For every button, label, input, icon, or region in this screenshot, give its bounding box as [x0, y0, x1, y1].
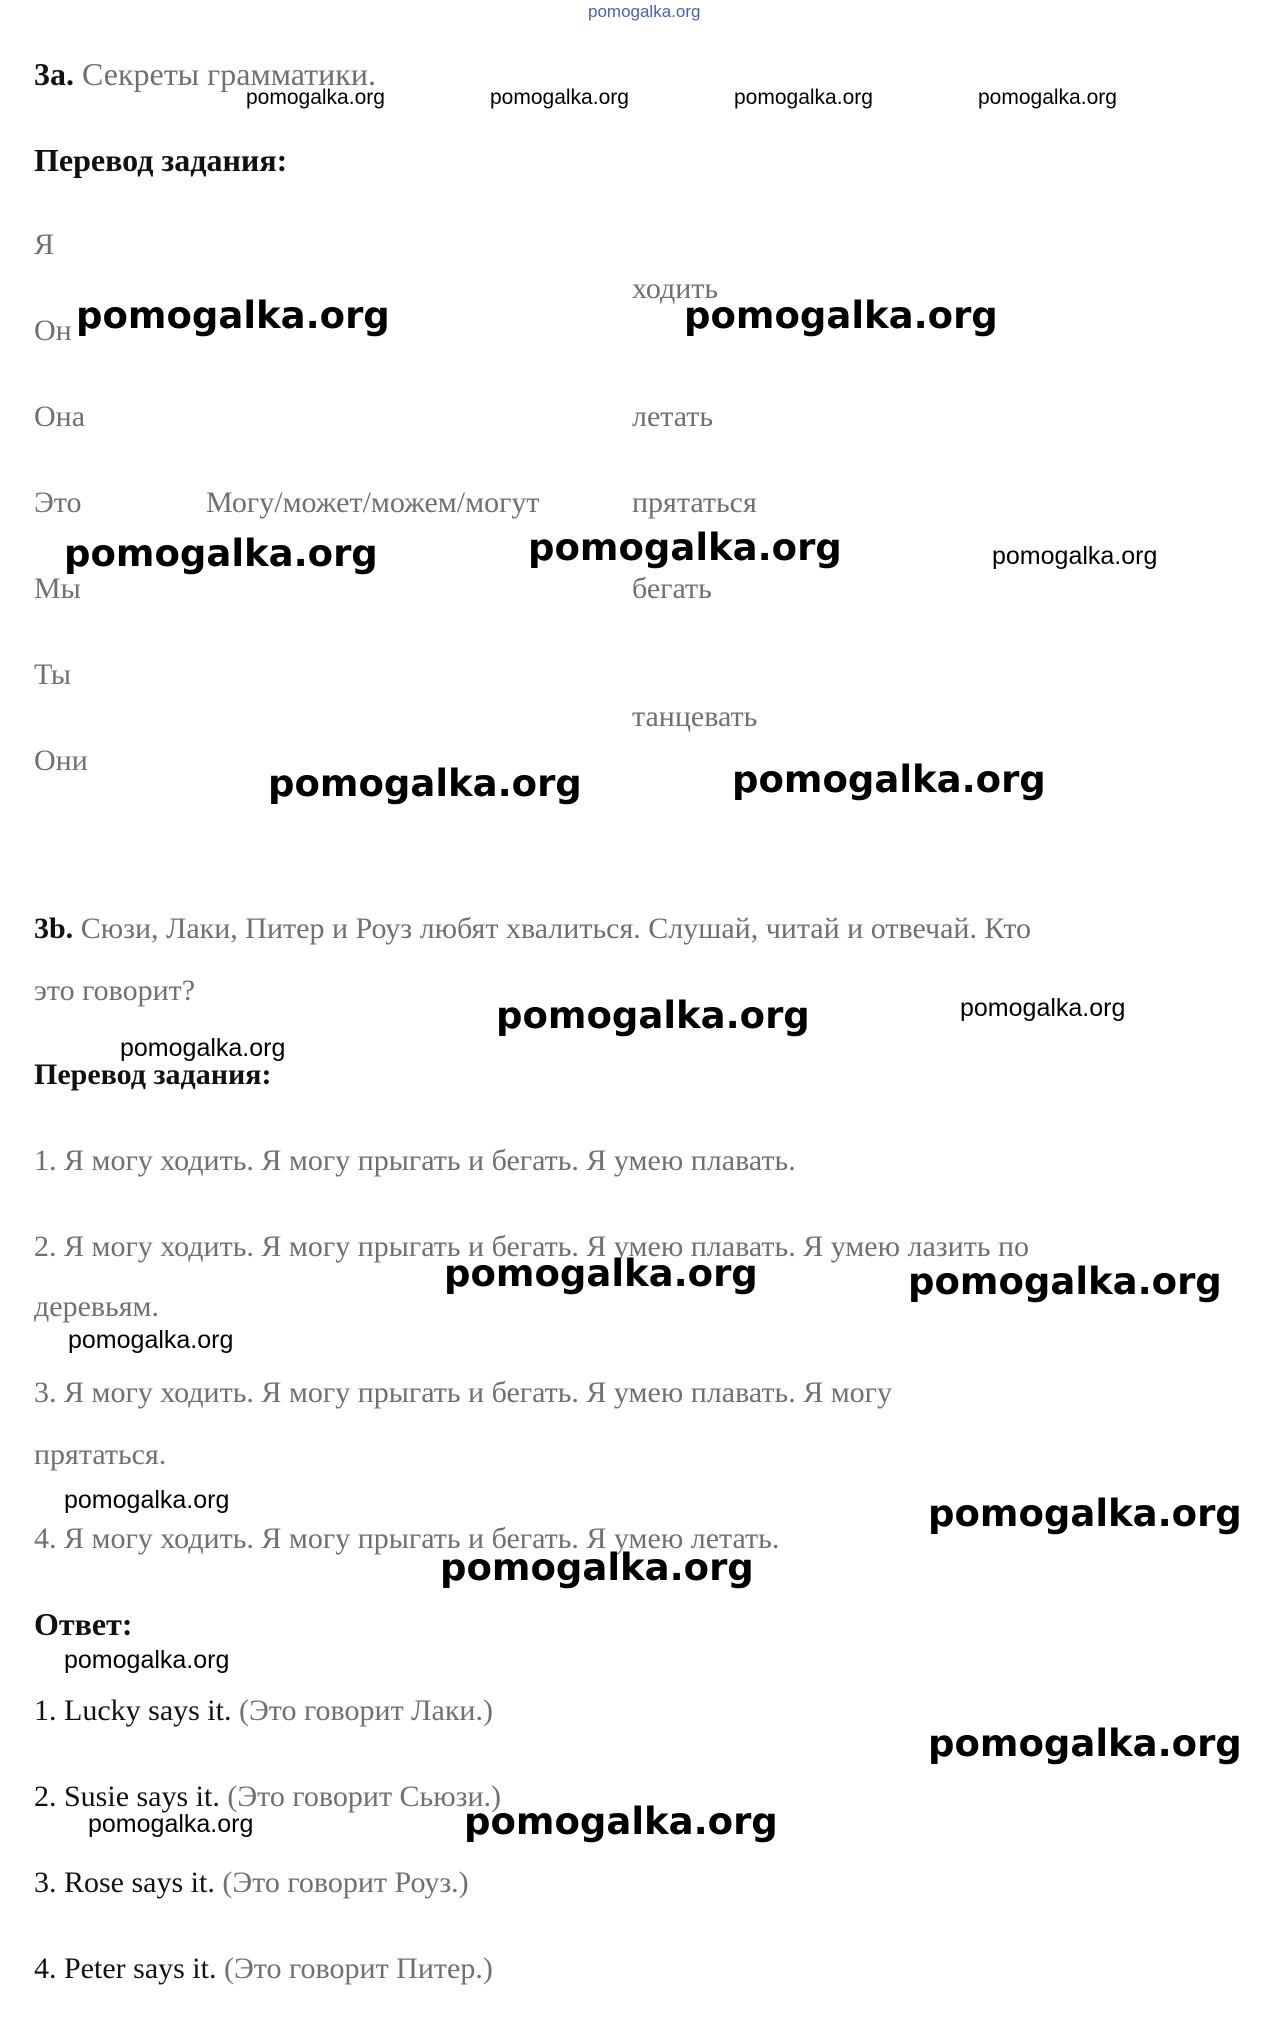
answer-item-ru: (Это говорит Сьюзи.)	[227, 1780, 502, 1813]
watermark: pomogalka.org	[246, 86, 385, 109]
pronoun-item: Это	[34, 486, 82, 519]
task-3b-translation-heading: Перевод задания:	[34, 1058, 272, 1091]
watermark: pomogalka.org	[732, 758, 1046, 801]
watermark: pomogalka.org	[928, 1492, 1242, 1535]
pronoun-item: Они	[34, 744, 88, 777]
watermark: pomogalka.org	[978, 86, 1117, 109]
answer-item-en: 4. Peter says it.	[34, 1952, 217, 1985]
watermark: pomogalka.org	[960, 994, 1126, 1022]
watermark: pomogalka.org	[76, 294, 390, 337]
verb-item: летать	[632, 400, 714, 433]
verb-item: прятаться	[632, 486, 757, 519]
watermark: pomogalka.org	[268, 762, 582, 805]
pronoun-item: Я	[34, 228, 55, 261]
watermark: pomogalka.org	[490, 86, 629, 109]
watermark: pomogalka.org	[684, 294, 998, 337]
sentence-line: 3. Я могу ходить. Я могу прыгать и бегать. Я умею плавать. Я могу	[34, 1376, 892, 1409]
watermark: pomogalka.org	[68, 1326, 234, 1354]
task-3a-number: 3a.	[34, 56, 74, 92]
verb-item: ходить	[632, 272, 719, 305]
watermark: pomogalka.org	[64, 1486, 230, 1514]
watermark: pomogalka.org	[464, 1800, 778, 1843]
answer-item-en: 2. Susie says it.	[34, 1780, 220, 1813]
verb-item: бегать	[632, 572, 712, 605]
watermark: pomogalka.org	[992, 542, 1158, 570]
sentence-line: 1. Я могу ходить. Я могу прыгать и бегать. Я умею плавать.	[34, 1144, 796, 1177]
watermark: pomogalka.org	[908, 1260, 1222, 1303]
answer-item	[34, 1866, 469, 1900]
answer-item	[34, 1694, 493, 1728]
watermark: pomogalka.org	[64, 532, 378, 575]
watermark: pomogalka.org	[120, 1034, 286, 1062]
watermark: pomogalka.org	[496, 994, 810, 1037]
watermark: pomogalka.org	[734, 86, 873, 109]
sentence-line: 2. Я могу ходить. Я могу прыгать и бегать. Я умею плавать. Я умею лазить по	[34, 1230, 1030, 1263]
task-3b-instruction-line1	[34, 912, 1031, 946]
answer-item-ru: (Это говорит Лаки.)	[238, 1694, 493, 1727]
pronoun-item: Она	[34, 400, 86, 433]
pronoun-item: Ты	[34, 658, 71, 691]
pronoun-item: Мы	[34, 572, 81, 605]
answer-heading: Ответ:	[34, 1606, 133, 1642]
answer-item	[34, 1952, 493, 1986]
answer-item-ru: (Это говорит Питер.)	[223, 1952, 493, 1985]
watermark: pomogalka.org	[928, 1722, 1242, 1765]
header-watermark: pomogalka.org	[588, 2, 701, 21]
pronoun-item: Он	[34, 314, 72, 347]
answer-item	[34, 1780, 501, 1814]
verb-item: танцевать	[632, 700, 758, 733]
watermark: pomogalka.org	[440, 1546, 754, 1589]
task-3a-title: Секреты грамматики.	[82, 56, 376, 92]
watermark: pomogalka.org	[444, 1252, 758, 1295]
sentence-line: деревьям.	[34, 1290, 160, 1323]
sentence-line: прятаться.	[34, 1438, 167, 1471]
watermark: pomogalka.org	[64, 1646, 230, 1674]
task-3b-instruction-line2: это говорит?	[34, 974, 196, 1007]
answer-item-en: 1. Lucky says it.	[34, 1694, 232, 1727]
task-3b-instruction-text: Сюзи, Лаки, Питер и Роуз любят хвалиться. Слушай, читай и отвечай. Кто	[80, 912, 1032, 945]
sentence-line: 4. Я могу ходить. Я могу прыгать и бегать. Я умею летать.	[34, 1522, 780, 1555]
task-3a-translation-heading: Перевод задания:	[34, 142, 288, 178]
task-3b-number: 3b.	[34, 912, 74, 945]
watermark: pomogalka.org	[88, 1810, 254, 1838]
watermark: pomogalka.org	[528, 526, 842, 569]
answer-item-en: 3. Rose says it.	[34, 1866, 215, 1899]
answer-item-ru: (Это говорит Роуз.)	[222, 1866, 469, 1899]
modal-verb: Могу/может/можем/могут	[206, 486, 540, 519]
